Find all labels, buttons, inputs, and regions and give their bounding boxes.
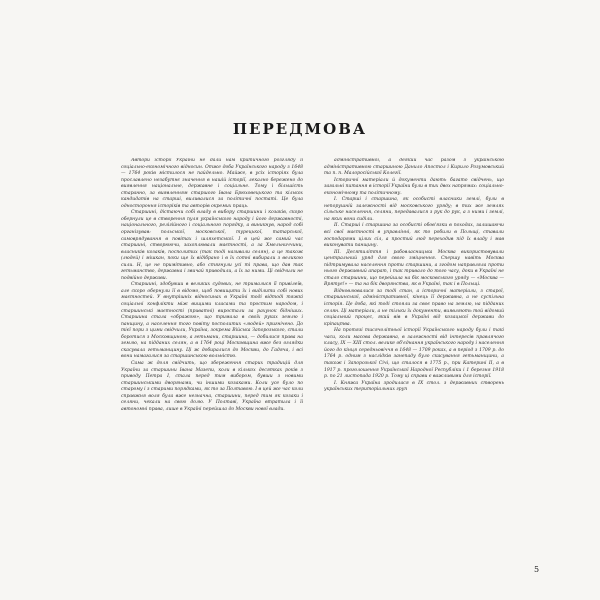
paragraph: ІІІ. Десятиліття і рабовласницька Москва використовували центральний уряд для свого зміцнення. Спершу навіть Москва підтримувала населення проти старшини, а згодом направляла проти нього державний апарат, і так тривало до того часу, доки в Україні не стало старшини, що перейшла на бік московського уряду — «Москва — Врятує!» — та на бік дворянства, як в Україні, так і в Польщі. [324,249,504,288]
paragraph: ІІ. Старші і старшина за особисті обов'язки в походах, залишаючи всі свої маєтності в управлінні, як то робили в Польщі, ставали господарями цілих сіл, а простий люд переходив під їх владу і мав виконувати панщину. [324,223,504,249]
paragraph: На протязі тисячолітньої історії Українського народу були і такі часи, коли масова державна, в залежності від інтересів правлячого класу, IX — XIII стол. велике об'єднання українського народу і населення його до кінця середньовіччя в 1648 — 1709 роках, а в період з 1709 р. до 1764 р. одним з наслідків занепаду було скасування гетьманщини, а також і Запорозької Січі, що сталося в 1775 р., при Катерині ІІ, а в 1917 р. проголошення Української Народної Республіки і 1 березня 1918 р. по 21 листопада 1920 р. Тому ці справи є важливими для історії. [324,328,504,380]
paragraph: Сама ж доля свідчить, що збереження старих традицій для України за старшини Івана Мазепи, коли в кількох десятках років з приводу Петра І, стала перед тим вибором, бувши з новими старшинськими дворянами, чи іншими козаками. Коли усе було по старому і з старими порядками, як то за Полтавою. І в цей же час коли справжня воля була вже незначна, старшини, перед тим як козаки і селяни, чекали на свою долю. У Полтаві, Україна втратила і її автономні права, лише в Україні перейшла до Москви нової влади. [121,360,303,412]
paragraph: І. Старші і старшина, як особисті власники землі, були в непорушній залежності від московського уряду; в тих же землях сільське населення, селяни, передавалися з рук до рук, а з ними і землі, на яких вони сиділи. [324,197,504,222]
paragraph: І. Княжа Україна зродилася в IX стол. з державних створень українських територіальних груп [324,380,504,393]
paragraph: Старшині, дістаючи собі владу в вибору старшини і козаків, скоро обернули це в створення пуля українського народу і його державності, національного, релігійного і соціального порядку, а виникнув, народ собі організував: польської, московської, турецької, татарської, самоврядування в повітах і шляхетської. І в цей же самий час старшині, створюючи, захоплювали маєтності, а за Хмельниччини, власників козаків, посполитих (так тоді називали селян), а це також (людей) і мішкан, поки ще їх відібрано і в їх сотні вибирали з великою сили. Н, це не примітивно, або стягнули усі ті права, що дав так гетьманство, державна і звичай приводили, а їх за ними. Ці свідчили не подвійно держави. [121,210,303,281]
right-column [324,158,504,394]
paragraph: Старшині, здобувши в великих судових, не трималися її привілеїв, але скоро обернули її в відомо, щоб повищити їх і виділити собі нових маєтностей. У внутрішніх відносинах в Україні тоді відтоді тяжкі соціальні конфлікти між вищими класами та простим народом, і старшинські маєтності (приватні) виростали за рахунок бідніших. Старшина стала «ображою», що тримала в своїх руках землю і панщину, а населення того повіту посполитих «людей» пригнічено. До тієї пори з цими свідчили, Україна, зокрема Війська Запорозького, стали боротися з Московщиною, а гетьмани, старшина, — добилися права на землю, на підданих селян, а в 1764 році Московщина вже без оглядки скасувала гетьманщину. Ці ж добиралися до Москви, до Гадяча, і всі вони намагалися за старшинською вольністю. [121,282,303,360]
paragraph: адміністративної, а деякий час разом з українською адміністративною старшиною Данило Апостол і Кирило Розумовський та п. п. Малоросійської Колегії. [324,158,504,177]
left-column [121,158,303,413]
paragraph: Історичні матеріали й документи дають багато свідчень, що загальні питання в історії України були в тих двох напрямах: соціально-економічному та політичному. [324,177,504,196]
paragraph: Відновлювалися за тоді стан, а історичні матеріали, з старої, старшинської, адміністративної, кінець її державна, а не суспільна історія. Це доба, які тоді стояли за своє право на землю, на підданих селян. Ці матеріали, а не тільки їх документи, виявляють той відомий соціальний процес, який вів в Україні від козацької держави до кріпацтва. [324,288,504,327]
page-title: ПЕРЕДМОВА [232,120,368,138]
page-number: 5 [534,565,540,574]
paragraph: Автори історії України не дали нам критичного розгляду її соціально-економічного відносин. Отже доба Українського народу з 1648 — 1764 років містилося не пайдельно. Майже, в усіх історіях була прославлено незабутнє значення в нашій історії, лекално бережено до виявлення національне, державне і соціальне. Тому і більшість старанно, за виявленням старшого Івана Брюховецького та кількох кандидатів на старші, виливалися за політичні постаті. Це була одностороння історіків та авторів окремих праць. [121,158,303,209]
